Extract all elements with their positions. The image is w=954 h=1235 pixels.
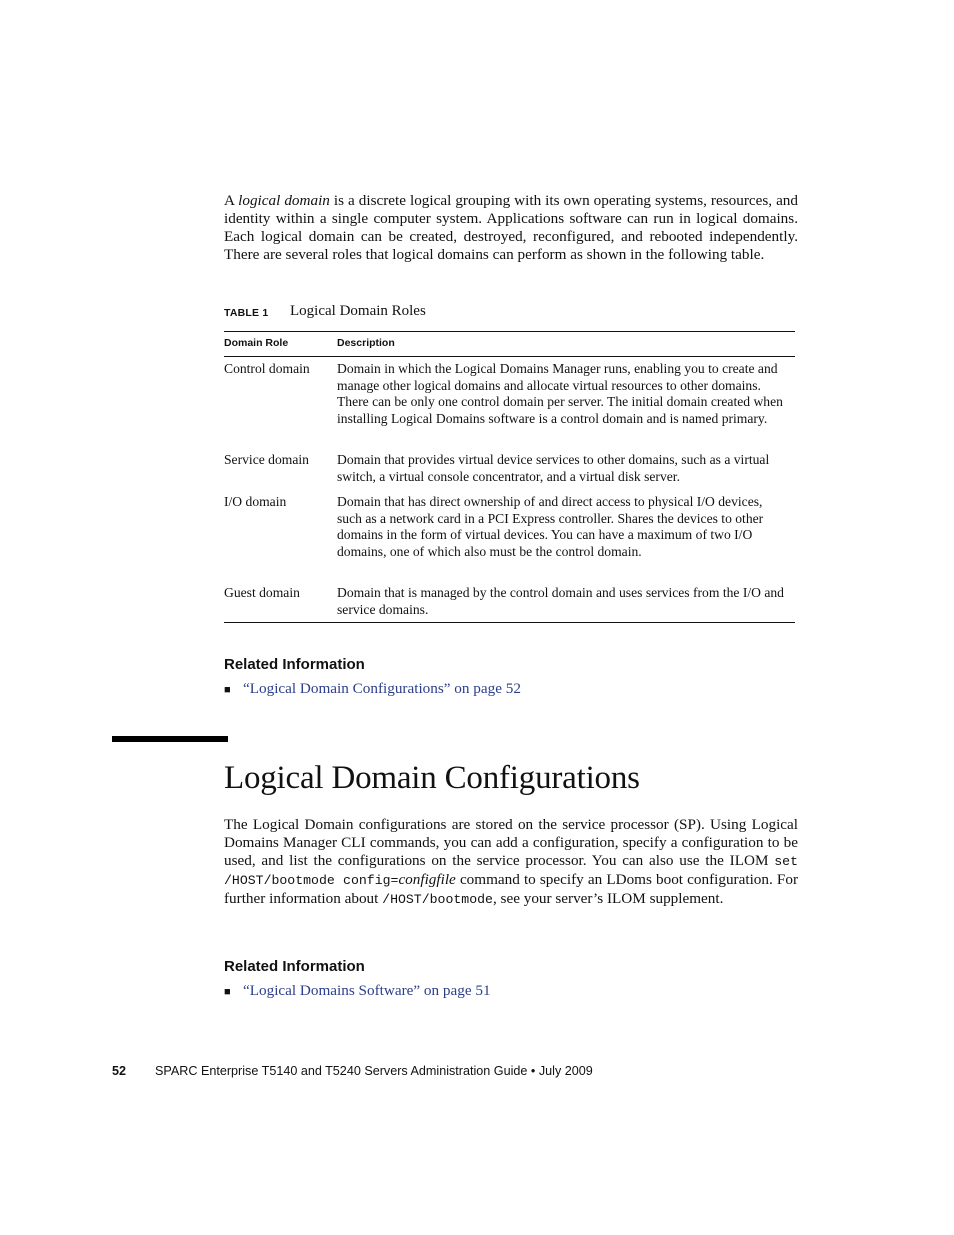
intro-text-start: A	[224, 192, 239, 209]
related-info-heading: Related Information	[224, 656, 365, 673]
section-title: Logical Domain Configurations	[224, 760, 640, 796]
code-configfile: configfile	[398, 871, 456, 888]
section-paragraph	[224, 816, 798, 909]
bullet-marker: ■	[224, 986, 231, 998]
intro-paragraph	[224, 192, 798, 264]
intro-term: logical domain	[238, 192, 330, 209]
bullet-marker: ■	[224, 684, 231, 696]
table-row-description: Domain that is managed by the control domain and uses services from the I/O and service domains.	[337, 585, 784, 617]
link-logical-domains-software[interactable]: “Logical Domains Software” on page 51	[243, 982, 491, 999]
table-row-description: Domain that provides virtual device services to other domains, such as a virtual switch, a virtual console concentrator, and a virtual disk server.	[337, 452, 770, 484]
table-row-role: Service domain	[224, 452, 309, 467]
table-label: TABLE 1	[224, 307, 269, 319]
table-header-description: Description	[337, 337, 395, 349]
table-bottom-rule	[224, 622, 795, 623]
related-info-heading: Related Information	[224, 958, 365, 975]
code-host-bootmode: /HOST/bootmode	[382, 892, 493, 907]
section-text-2: command to specify an LDoms boot configuration. For further information about	[224, 871, 798, 907]
table-title: Logical Domain Roles	[290, 303, 426, 319]
table-row-description: Domain in which the Logical Domains Manager runs, enabling you to create and manage other logical domains and allocate virtual resources to other domains. There can be only one control domain per server. The initial domain created when installing Logical Domains software is a control domain and is named primary.	[337, 361, 783, 426]
table-header-role: Domain Role	[224, 337, 289, 349]
table-row-role: I/O domain	[224, 494, 287, 509]
footer-page-number: 52	[112, 1064, 127, 1078]
code-set-bootmode: set /HOST/bootmode config=	[224, 854, 798, 888]
link-logical-domain-configurations[interactable]: “Logical Domain Configurations” on page 52	[243, 680, 521, 697]
section-text-3: , see your server’s ILOM supplement.	[492, 890, 724, 907]
footer-date: July 2009	[538, 1064, 593, 1078]
intro-text-rest: is a discrete logical grouping with its own operating systems, resources, and identity within a single computer system. Applications software can run in logical domains. Each logical domain can be created, destroyed, reconfigured, and rebooted independently. There are several roles that logical domains can perform as shown in the following table.	[224, 192, 798, 263]
section-text-1: The Logical Domain configurations are stored on the service processor (SP). Using Logical Domains Manager CLI commands, you can add a configuration, specify a configuration to be used, and list the configurations on the service processor. You can also use the ILOM	[224, 816, 798, 869]
table-top-rule	[224, 331, 795, 332]
footer-separator: •	[530, 1064, 536, 1078]
table-row-role: Guest domain	[224, 585, 300, 600]
table-header-rule	[224, 356, 795, 357]
table-row-role: Control domain	[224, 361, 310, 376]
section-marker-bar	[112, 736, 228, 742]
footer-doc-title	[155, 1064, 593, 1078]
table-row-description: Domain that has direct ownership of and direct access to physical I/O devices, such as a network card in a PCI Express controller. Shares the devices to other domains in the form of virtual devices. You can have a maximum of two I/O domains, one of which also must be the control domain.	[337, 494, 764, 559]
footer-title-text: SPARC Enterprise T5140 and T5240 Servers Administration Guide	[155, 1064, 528, 1078]
